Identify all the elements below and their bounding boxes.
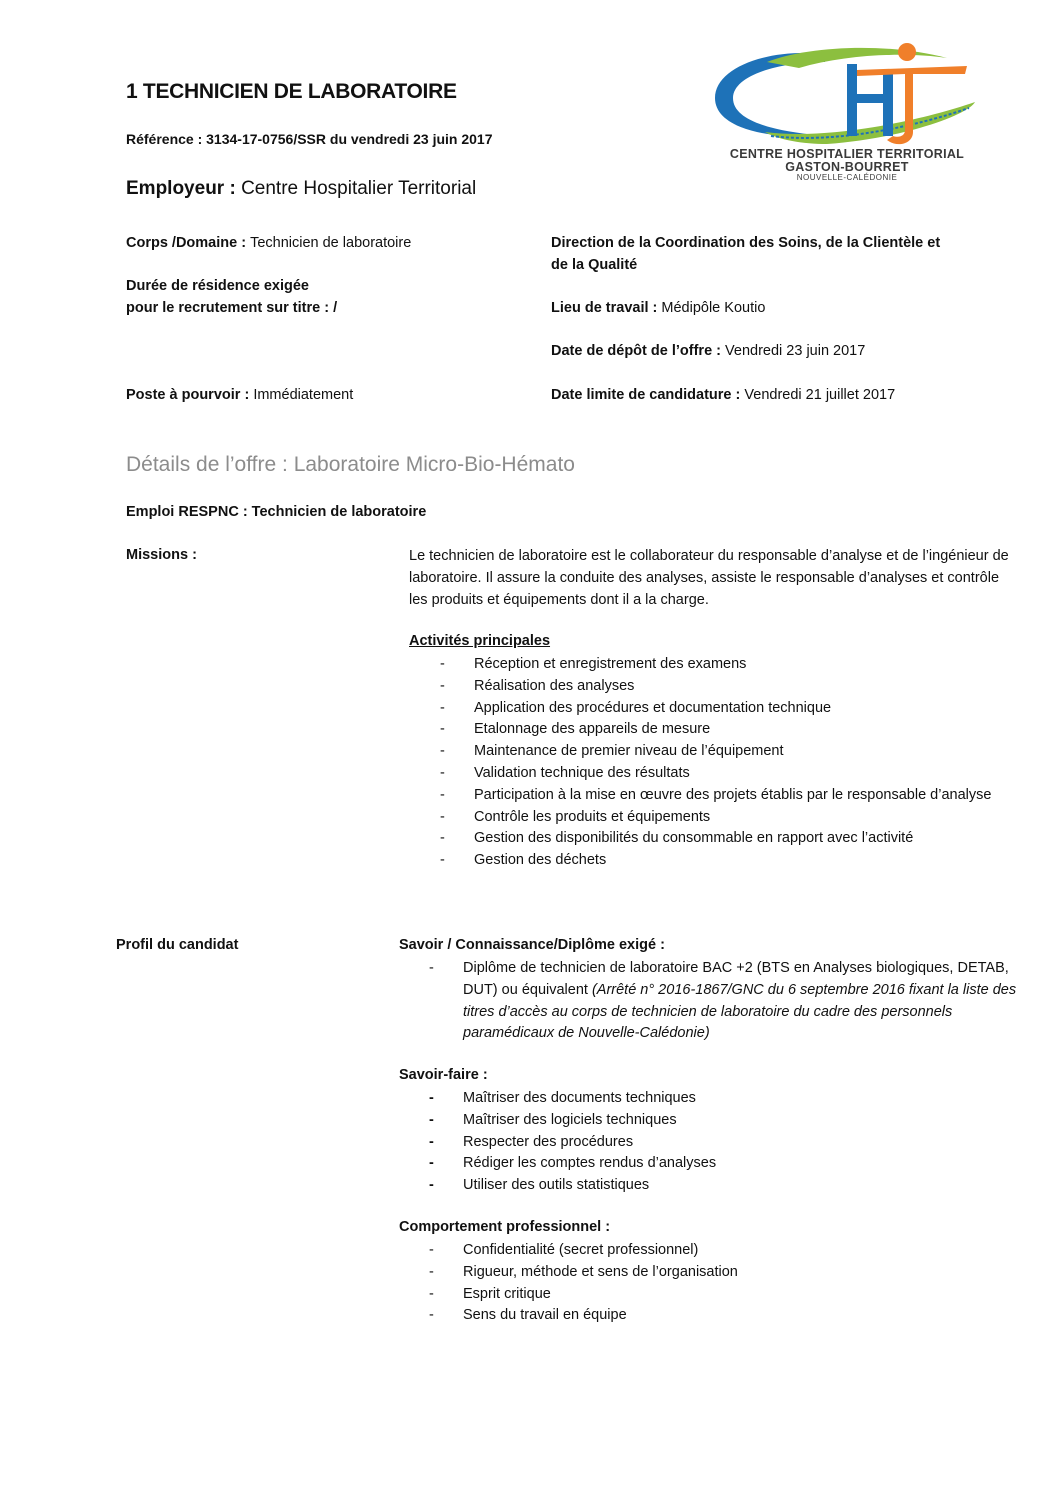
list-item: - Maîtriser des logiciels techniques (429, 1111, 677, 1128)
savoir-faire-label: Savoir-faire : (399, 1067, 488, 1083)
savoir-label: Savoir / Connaissance/Diplôme exigé : (399, 937, 665, 953)
corps-domaine: Corps /Domaine : Technicien de laboratoire (126, 235, 412, 251)
list-item: - Rédiger les comptes rendus d’analyses (429, 1155, 717, 1172)
activites-list (409, 654, 1009, 872)
list-item: - Respecter des procédures (429, 1133, 634, 1150)
list-item: - Maîtriser des documents techniques (429, 1090, 696, 1106)
profil-label: Profil du candidat (116, 937, 239, 953)
details-heading: Détails de l’offre : Laboratoire Micro-Bio-Hémato (126, 453, 575, 476)
poste-a-pourvoir: Poste à pourvoir : Immédiatement (126, 387, 354, 403)
activites-label: Activités principales (409, 633, 551, 649)
diplome-list (399, 958, 1017, 1045)
list-item: - Esprit critique (429, 1285, 551, 1302)
list-item: - Utiliser des outils statistiques (429, 1177, 650, 1194)
comportement-list (399, 1240, 999, 1327)
list-item: - Rigueur, méthode et sens de l’organisation (429, 1263, 738, 1280)
list-item: - Gestion des déchets (440, 852, 607, 869)
duree-residence-line1: Durée de résidence exigée (126, 278, 309, 294)
employer-value: Centre Hospitalier Territorial (241, 178, 477, 199)
logo-line2: GASTON-BOURRET (785, 160, 909, 174)
list-item: - Etalonnage des appareils de mesure (440, 721, 711, 738)
reference-line: Référence : 3134-17-0756/SSR du vendredi 23 juin 2017 (126, 131, 493, 147)
date-depot: Date de dépôt de l’offre : Vendredi 23 juin 2017 (551, 343, 866, 359)
list-item: - Participation à la mise en œuvre des projets établis par le responsable d’analyse (440, 786, 992, 803)
direction-line1: Direction de la Coordination des Soins, de la Clientèle et (551, 235, 941, 251)
logo-line1: CENTRE HOSPITALIER TERRITORIAL (729, 147, 965, 161)
list-item: - Réception et enregistrement des examens (440, 656, 747, 672)
direction-line2: de la Qualité (551, 257, 638, 273)
duree-residence-line2: pour le recrutement sur titre : / (126, 300, 338, 316)
employer-line (126, 178, 476, 200)
list-item: - Réalisation des analyses (440, 677, 635, 694)
missions-label: Missions : (126, 547, 197, 563)
date-limite: Date limite de candidature : Vendredi 21 juillet 2017 (551, 387, 896, 403)
logo-line3: NOUVELLE-CALÉDONIE (796, 173, 898, 182)
list-item: - Gestion des disponibilités du consommable en rapport avec l’activité (440, 830, 914, 847)
list-item: - Diplôme de technicien de laboratoire BAC +2 (BTS en Analyses biologiques, DETAB, DUT) ou équivalent (Arrêté n° 2016-1867/GNC du 6 septembre 2016 fixant la liste des titres d’accès au corps de technicien de laboratoire du cadre des personnels paramédicaux de Nouvelle-Calédonie) (429, 960, 1017, 1042)
page-title: 1 TECHNICIEN DE LABORATOIRE (126, 80, 457, 103)
list-item: - Maintenance de premier niveau de l’équipement (440, 743, 784, 760)
list-item: - Application des procédures et documentation technique (440, 699, 832, 716)
list-item: - Validation technique des résultats (440, 764, 690, 781)
savoir-faire-list (399, 1088, 999, 1197)
list-item: - Confidentialité (secret professionnel) (429, 1242, 699, 1258)
lieu-de-travail: Lieu de travail : Médipôle Koutio (551, 300, 766, 316)
emploi-respnc: Emploi RESPNC : Technicien de laboratoire (126, 504, 427, 520)
employer-label: Employeur : (126, 178, 242, 199)
list-item: - Contrôle les produits et équipements (440, 808, 711, 825)
missions-text: Le technicien de laboratoire est le collaborateur du responsable d’analyse et de l’ingénieur de laboratoire. Il assure la conduite des analyses, assiste le responsable d’analyses et contrôle les produits et équipements dont il a la charge. (409, 548, 1009, 608)
comportement-label: Comportement professionnel : (399, 1219, 611, 1235)
list-item: - Sens du travail en équipe (429, 1307, 627, 1324)
